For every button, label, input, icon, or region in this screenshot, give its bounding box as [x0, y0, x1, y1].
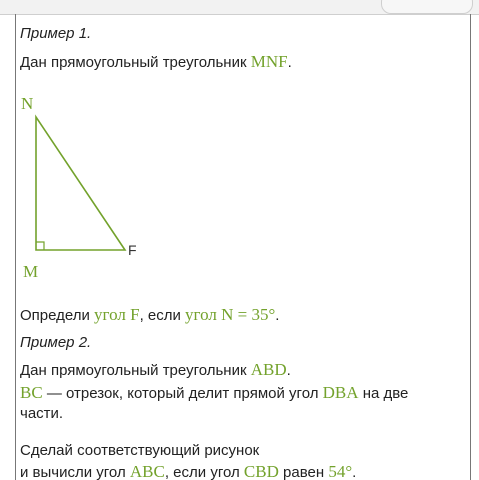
example1-triangle-name: MNF: [250, 52, 288, 71]
task-line-1: Сделай соответствующий рисунок: [20, 442, 260, 459]
angle-dba: DBA: [322, 383, 359, 402]
task-angle-cbd: CBD: [243, 462, 279, 480]
task-angle-abc: ABC: [129, 462, 165, 480]
top-tab: [381, 0, 473, 14]
question-angle-f: угол F: [94, 305, 140, 324]
example1-given-end: .: [287, 54, 292, 71]
example1-given-text: Дан прямоугольный треугольник: [20, 54, 251, 71]
segment-text: — отрезок, который делит прямой угол: [42, 385, 323, 402]
example1-given: [20, 52, 292, 73]
example2-triangle-name: ABD: [250, 360, 287, 379]
top-bar: [0, 0, 479, 15]
segment-bc: BC: [20, 383, 43, 402]
segment-end: на две части.: [20, 385, 409, 422]
task-line-2: [20, 462, 356, 480]
question-angle-n: угол N = 35°: [185, 305, 276, 324]
vertex-label-m: M: [23, 262, 39, 281]
example1-question: [20, 305, 279, 326]
task-end: .: [352, 464, 357, 480]
right-angle-mark: [36, 242, 44, 250]
example1-heading: Пример 1.: [20, 25, 92, 42]
task-mid2: равен: [278, 464, 329, 480]
example2-given: [20, 360, 291, 381]
task-mid: , если угол: [164, 464, 244, 480]
vertex-label-n: N: [21, 94, 34, 113]
vertex-label-f: F: [128, 242, 137, 258]
example2-given-text: Дан прямоугольный треугольник: [20, 362, 251, 379]
example2-heading: Пример 2.: [20, 334, 92, 351]
question-mid: , если: [139, 307, 186, 324]
task-value: 54°: [328, 462, 353, 480]
example2-given-end: .: [286, 362, 291, 379]
triangle-figure: [15, 88, 175, 288]
question-pre: Определи: [20, 307, 95, 324]
frame-right-border: [470, 14, 471, 480]
triangle-mnf: [36, 117, 125, 250]
task-pre: и вычисли угол: [20, 464, 130, 480]
example2-segment: [20, 383, 450, 424]
question-end: .: [275, 307, 280, 324]
